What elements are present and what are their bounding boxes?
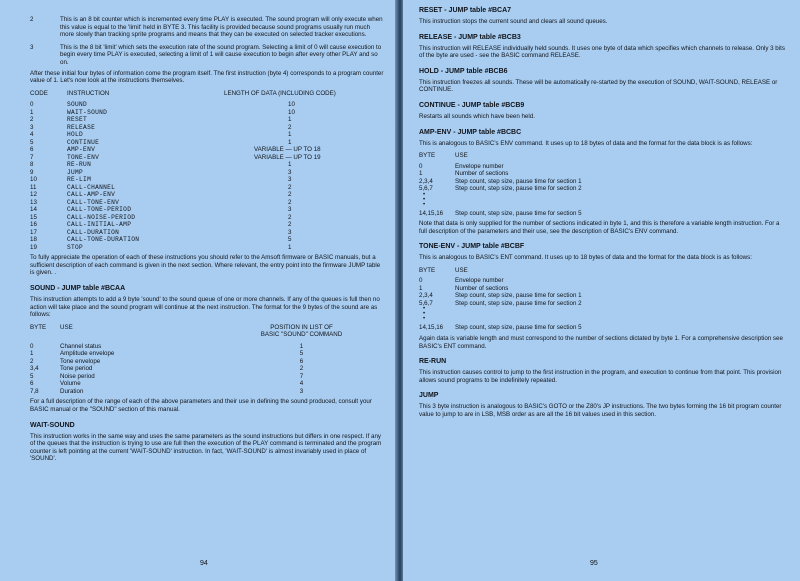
- tone-env-use: Step count, step size, pause time for section 1: [455, 292, 582, 300]
- instruction-row: [30, 169, 385, 177]
- page-number-right: 95: [590, 560, 598, 567]
- sound-row: [30, 380, 385, 388]
- instruction-code: 4: [30, 131, 34, 139]
- instruction-code: 15: [30, 213, 37, 221]
- header-length: LENGTH OF DATA (INCLUDING CODE): [224, 89, 336, 97]
- sound-position: 3: [299, 387, 304, 395]
- instruction-name: RE-RUN: [67, 161, 92, 169]
- instruction-length: 3: [288, 168, 292, 176]
- sound-use: Amplitude envelope: [60, 350, 115, 358]
- sound-row: [30, 373, 385, 381]
- amp-env-row: [419, 163, 786, 171]
- tone-env-row: [419, 300, 786, 308]
- amp-env-row: [419, 178, 786, 186]
- instruction-name: CALL-NOISE-PERIOD: [67, 213, 136, 221]
- instruction-row: [30, 101, 385, 109]
- sound-table: [30, 343, 385, 396]
- tone-env-row: [419, 285, 786, 293]
- ellipsis-bullet: •: [423, 316, 426, 323]
- item-3-text: This is the 8 bit 'limit' which sets the execution rate of the sound program. Selecting a limit of 0 will cause execution to begin every time PLAY is executed, selecting a limit of 1 will cause execution to begin after every other PLAY and so on.: [60, 43, 382, 66]
- instruction-row: [30, 131, 385, 139]
- instruction-row: [30, 221, 385, 229]
- instruction-length: 2: [288, 221, 292, 229]
- sound-row: [30, 343, 385, 351]
- release-heading: RELEASE - JUMP table #BCB3: [419, 33, 521, 41]
- instruction-length: 3: [288, 228, 292, 236]
- sound-use: Duration: [60, 387, 84, 395]
- amp-env-byte: 0: [419, 162, 423, 170]
- instruction-row: [30, 161, 385, 169]
- tone-env-byte: 14,15,16: [419, 324, 444, 332]
- instruction-row: [30, 176, 385, 184]
- wait-sound-text: This instruction works in the same way and uses the same parameters as the sound instructions but differs in one respect. If any of the queues that the instruction is trying to use are full then the execution of the PLAY command is terminated and the program counter is left pointing at the current 'WAIT-SOUND' instruction. In fact, 'WAIT-SOUND' is almost invariably used in place of 'SOUND'.: [30, 432, 382, 463]
- wait-sound-heading: WAIT-SOUND: [30, 421, 75, 429]
- amp-env-use: Step count, step size, pause time for section 1: [455, 177, 582, 185]
- amp-env-text: This is analogous to BASIC's ENV command. It uses up to 18 bytes of data and the format for the data block is as follows:: [419, 139, 753, 147]
- instruction-name: AMP-ENV: [67, 146, 96, 154]
- tone-env-row: [419, 324, 786, 332]
- amp-env-use: Step count, step size, pause time for section 2: [455, 185, 582, 193]
- tone-env-header-byte: BYTE: [419, 266, 436, 274]
- instruction-name: CALL-TONE-ENV: [67, 198, 120, 206]
- instruction-code: 3: [30, 123, 34, 131]
- instruction-table-header: [30, 90, 385, 98]
- sound-use: Tone period: [60, 365, 93, 373]
- instruction-length: 2: [288, 183, 292, 191]
- sound-position: 5: [299, 350, 304, 358]
- amp-env-table-header: [419, 152, 786, 160]
- instruction-code: 8: [30, 161, 34, 169]
- sound-footer: For a full description of the range of each of the above parameters and their use in defining the sound produced, consult your BASIC manual or the "SOUND" section of this manual.: [30, 398, 372, 413]
- instruction-length: 1: [288, 161, 292, 169]
- instruction-code: 1: [30, 108, 34, 116]
- instruction-name: CALL-TONE-DURATION: [67, 236, 140, 244]
- amp-env-heading: AMP-ENV - JUMP table #BCBC: [419, 128, 522, 136]
- page-number-left: 94: [200, 560, 208, 567]
- tone-env-table-header: [419, 267, 786, 275]
- tone-env-use: Number of sections: [455, 284, 509, 292]
- ellipsis-bullet: •: [423, 191, 426, 198]
- sound-heading: SOUND - JUMP table #BCAA: [30, 285, 126, 293]
- instruction-name: CALL-AMP-ENV: [67, 191, 116, 199]
- hold-heading: HOLD - JUMP table #BCB6: [419, 67, 508, 75]
- amp-env-note: Note that data is only supplied for the number of sections indicated in byte 1, and this is therefore a variable length instruction. For a full description of the parameters and their use, see the description of BASIC's ENV command.: [419, 220, 780, 235]
- amp-env-byte: 14,15,16: [419, 209, 444, 217]
- instruction-name: RELEASE: [67, 123, 96, 131]
- sound-byte: 6: [30, 380, 34, 388]
- item-3-number: 3: [30, 43, 34, 51]
- tone-env-byte: 5,6,7: [419, 299, 433, 307]
- tone-env-header-use: USE: [455, 266, 468, 274]
- sound-byte: 7,8: [30, 387, 39, 395]
- sound-position: 4: [299, 380, 304, 388]
- ellipsis-bullet: •: [423, 311, 426, 318]
- sound-position: 2: [299, 365, 304, 373]
- instruction-row: [30, 206, 385, 214]
- instruction-name: CALL-CHANNEL: [67, 183, 116, 191]
- amp-env-byte: 1: [419, 170, 423, 178]
- tone-env-use: Step count, step size, pause time for section 5: [455, 324, 582, 332]
- instruction-code: 2: [30, 116, 34, 124]
- instruction-length: VARIABLE — UP TO 19: [254, 153, 321, 161]
- header-code: CODE: [30, 89, 48, 97]
- instruction-name: CALL-INITIAL-AMP: [67, 221, 132, 229]
- instruction-name: HOLD: [67, 131, 84, 139]
- sound-header-byte: BYTE: [30, 323, 47, 331]
- amp-env-use: Envelope number: [455, 162, 504, 170]
- instruction-row: [30, 214, 385, 222]
- instruction-code: 11: [30, 183, 37, 191]
- instruction-code: 7: [30, 153, 34, 161]
- instruction-length: 2: [288, 191, 292, 199]
- sound-row: [30, 358, 385, 366]
- continue-text: Restarts all sounds which have been held.: [419, 112, 535, 120]
- tone-env-note: Again data is variable length and must correspond to the number of sections dictated by byte 1. For a comprehensive description see BASIC's ENT command.: [419, 334, 783, 350]
- tone-env-byte: 1: [419, 284, 423, 292]
- instruction-name: JUMP: [67, 168, 84, 176]
- instruction-name: CONTINUE: [67, 138, 100, 146]
- instruction-length: 2: [288, 198, 292, 206]
- tone-env-byte: 2,3,4: [419, 292, 433, 300]
- instruction-row: [30, 184, 385, 192]
- instruction-name: RE-LIM: [67, 176, 92, 184]
- instruction-code: 6: [30, 146, 34, 154]
- amp-env-byte: 2,3,4: [419, 177, 433, 185]
- re-run-text: This instruction causes control to jump to the first instruction in the program, and execution to continue from that point. This provision allows sound programs to be indefinitely repeated.: [419, 369, 782, 384]
- instruction-name: CALL-DURATION: [67, 228, 120, 236]
- instruction-row: [30, 199, 385, 207]
- amp-env-row: [419, 210, 786, 218]
- instruction-name: SOUND: [67, 101, 88, 109]
- instruction-code: 13: [30, 198, 37, 206]
- sound-byte: 2: [30, 357, 34, 365]
- instruction-code: 16: [30, 221, 37, 229]
- right-page: [403, 0, 800, 581]
- instruction-name: RESET: [67, 116, 88, 124]
- instruction-code: 17: [30, 228, 37, 236]
- amp-env-use: Step count, step size, pause time for section 5: [455, 209, 582, 217]
- instruction-length: VARIABLE — UP TO 18: [254, 146, 321, 154]
- item-2: [30, 16, 385, 39]
- instruction-name: WAIT-SOUND: [67, 108, 108, 116]
- instruction-length: 1: [288, 131, 292, 139]
- sound-position: 6: [299, 357, 304, 365]
- appreciate-paragraph: To fully appreciate the operation of each of these instructions you should refer to the Amsoft firmware or BASIC manuals, but a sufficient description of each command is given in the next section. Where relevant, the entry point into the firmware JUMP table is given. .: [30, 254, 381, 277]
- instruction-code: 18: [30, 236, 37, 244]
- continue-heading: CONTINUE - JUMP table #BCB9: [419, 101, 525, 109]
- sound-byte: 1: [30, 350, 34, 358]
- instruction-length: 10: [288, 108, 295, 116]
- ellipsis-bullet: •: [423, 196, 426, 203]
- instruction-row: [30, 229, 385, 237]
- instruction-code: 9: [30, 168, 34, 176]
- instruction-code: 10: [30, 176, 37, 184]
- sound-header-position-line1: POSITION IN LIST OF: [270, 323, 333, 331]
- instruction-length: 1: [288, 116, 292, 124]
- item-2-text: This is an 8 bit counter which is incremented every time PLAY is executed. The sound program will only execute when this value is equal to the 'limit' held in BYTE 3. This facility is provided because sound programs usually run much more slowly than tracking sprite programs and means that they can be executed on selected tracker executions.: [60, 16, 383, 39]
- sound-header-position: [218, 324, 385, 339]
- instruction-code: 14: [30, 206, 37, 214]
- instruction-length: 3: [288, 176, 292, 184]
- sound-table-header: [30, 324, 385, 339]
- sound-byte: 5: [30, 372, 34, 380]
- intro-paragraph: After these initial four bytes of information come the program itself. The first instruction (byte 4) corresponds to a program counter value of 1. Let's now look at the instructions themselves.: [30, 69, 384, 85]
- amp-env-byte: 5,6,7: [419, 185, 433, 193]
- instruction-code: 0: [30, 101, 34, 109]
- instruction-length: 2: [288, 123, 292, 131]
- sound-position: 7: [299, 372, 304, 380]
- sound-row: [30, 350, 385, 358]
- sound-use: Tone envelope: [60, 357, 101, 365]
- amp-env-header-use: USE: [455, 152, 468, 160]
- left-page: [0, 0, 397, 581]
- ellipsis-bullet: •: [423, 306, 426, 313]
- sound-byte: 0: [30, 342, 34, 350]
- instruction-row: [30, 154, 385, 162]
- sound-use: Channel status: [60, 342, 102, 350]
- reset-heading: RESET - JUMP table #BCA7: [419, 7, 512, 14]
- instruction-code: 12: [30, 191, 37, 199]
- instruction-length: 1: [288, 243, 292, 251]
- instruction-row: [30, 244, 385, 252]
- item-2-number: 2: [30, 16, 34, 23]
- tone-env-table: [419, 277, 786, 332]
- tone-env-row: [419, 292, 786, 300]
- tone-env-use: Step count, step size, pause time for section 2: [455, 299, 582, 307]
- instruction-code: 19: [30, 243, 37, 251]
- amp-env-row: [419, 185, 786, 193]
- instruction-length: 3: [288, 206, 292, 214]
- instruction-length: 5: [288, 236, 292, 244]
- amp-env-row: [419, 170, 786, 178]
- sound-row: [30, 365, 385, 373]
- amp-env-header-byte: BYTE: [419, 152, 436, 160]
- sound-use: Volume: [60, 380, 81, 388]
- sound-use: Noise period: [60, 372, 95, 380]
- sound-byte: 3,4: [30, 365, 39, 373]
- tone-env-row: [419, 277, 786, 285]
- ellipsis-bullet: •: [423, 201, 426, 208]
- sound-header-position-line2: BASIC "SOUND" COMMAND: [260, 331, 343, 339]
- reset-text: This instruction stops the current sound and clears all sound queues.: [419, 18, 608, 25]
- release-text: This instruction will RELEASE individually held sounds. It uses one byte of data which specifies which channels to release. Only 3 bits of the byte are used - see the BASIC command RELEASE.: [419, 44, 785, 60]
- instruction-row: [30, 116, 385, 124]
- tone-env-text: This is analogous to BASIC's ENT command. It uses up to 18 bytes of data and the format for the data block is as follows:: [419, 254, 752, 262]
- instruction-row: [30, 236, 385, 244]
- instruction-name: TONE-ENV: [67, 153, 100, 161]
- instruction-length: 2: [288, 213, 292, 221]
- sound-position: 1: [299, 342, 304, 350]
- instruction-length: 1: [288, 138, 292, 146]
- re-run-heading: RE-RUN: [419, 358, 447, 366]
- instruction-table: [30, 101, 385, 251]
- tone-env-use: Envelope number: [455, 277, 504, 285]
- instruction-row: [30, 124, 385, 132]
- sound-row: [30, 388, 385, 396]
- instruction-name: STOP: [67, 243, 84, 251]
- amp-env-table: [419, 163, 786, 218]
- header-instruction: INSTRUCTION: [67, 89, 110, 97]
- hold-text: This instruction freezes all sounds. These will be automatically re-started by the execution of SOUND, WAIT-SOUND, RELEASE or CONTINUE.: [419, 78, 778, 94]
- tone-env-heading: TONE-ENV - JUMP table #BCBF: [419, 243, 525, 251]
- instruction-code: 5: [30, 138, 34, 146]
- jump-text: This 3 byte instruction is analogous to BASIC's GOTO or the Z80's JP instructions. The two bytes forming the 16 bit program counter value to jump to are in LSB, MSB order as are all the 16 bit values used in this section.: [419, 403, 782, 418]
- jump-heading: JUMP: [419, 392, 439, 400]
- instruction-row: [30, 109, 385, 117]
- item-3: [30, 44, 385, 67]
- instruction-length: 10: [288, 101, 295, 109]
- amp-env-use: Number of sections: [455, 170, 509, 178]
- instruction-row: [30, 191, 385, 199]
- tone-env-byte: 0: [419, 277, 423, 285]
- instruction-row: [30, 139, 385, 147]
- sound-text: This instruction attempts to add a 9 byte 'sound' to the sound queue of one or more channels. If any of the queues is full then no action will take place and the sound program will continue at the next instruction. The format for the 9 bytes of the sound are as follows:: [30, 296, 380, 319]
- sound-header-use: USE: [60, 323, 73, 331]
- instruction-row: [30, 146, 385, 154]
- instruction-name: CALL-TONE-PERIOD: [67, 206, 132, 214]
